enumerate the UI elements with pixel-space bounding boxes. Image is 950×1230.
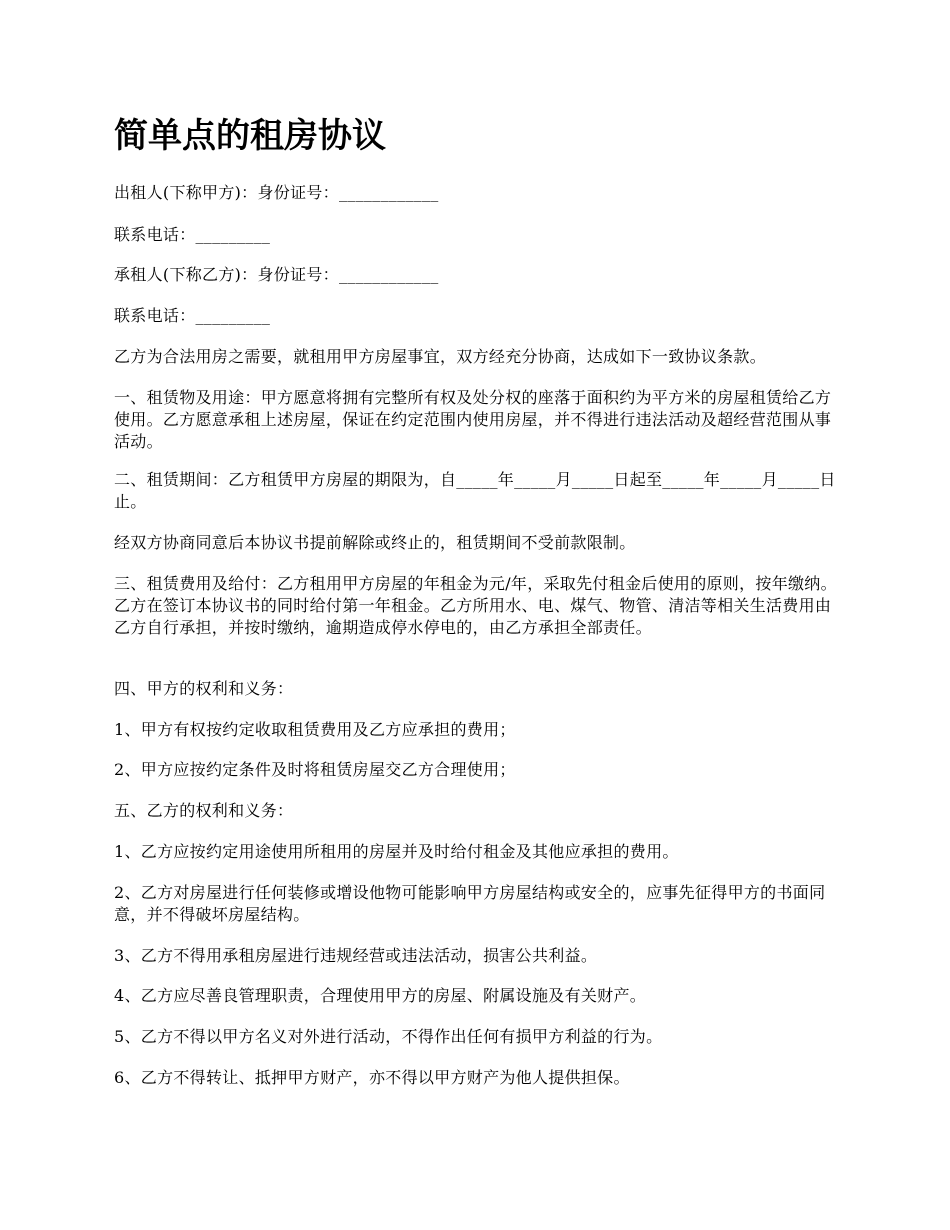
- section-4-item-2: 2、甲方应按约定条件及时将租赁房屋交乙方合理使用；: [114, 760, 516, 779]
- preamble-paragraph: 乙方为合法用房之需要，就租用甲方房屋事宜，双方经充分协商，达成如下一致协议条款。: [114, 347, 767, 366]
- lessor-phone-line: 联系电话：_________: [114, 225, 271, 244]
- lessee-phone-line: 联系电话：_________: [114, 306, 271, 325]
- lessor-id-line: 出租人(下称甲方)：身份证号：____________: [114, 183, 439, 202]
- lessee-id-line: 承租人(下称乙方)：身份证号：____________: [114, 265, 439, 284]
- clause-2-paragraph: 二、租赁期间：乙方租赁甲方房屋的期限为，自_____年_____月_____日起至_____年_____月_____日止。: [114, 470, 836, 511]
- section-5-item-6: 6、乙方不得转让、抵押甲方财产，亦不得以甲方财产为他人提供担保。: [114, 1068, 630, 1087]
- clause-3-paragraph: 三、租赁费用及给付：乙方租用甲方房屋的年租金为元/年，采取先付租金后使用的原则，按年缴纳。乙方在签订本协议书的同时给付第一年租金。乙方所用水、电、煤气、物管、清洁等相关生活费用由乙方自行承担，并按时缴纳，逾期造成停水停电的，由乙方承担全部责任。: [114, 574, 837, 637]
- section-4-heading: 四、甲方的权利和义务：: [114, 679, 294, 698]
- section-5-item-2: 2、乙方对房屋进行任何装修或增设他物可能影响甲方房屋结构或安全的，应事先征得甲方的书面同意，并不得破坏房屋结构。: [114, 883, 826, 924]
- document-title: 简单点的租房协议: [114, 116, 386, 156]
- section-4-item-1: 1、甲方有权按约定收取租赁费用及乙方应承担的费用；: [114, 720, 516, 739]
- section-5-item-5: 5、乙方不得以甲方名义对外进行活动，不得作出任何有损甲方利益的行为。: [114, 1027, 663, 1046]
- section-5-heading: 五、乙方的权利和义务：: [114, 801, 294, 820]
- section-5-item-1: 1、乙方应按约定用途使用所租用的房屋并及时给付租金及其他应承担的费用。: [114, 842, 679, 861]
- clause-1-paragraph: 一、租赁物及用途：甲方愿意将拥有完整所有权及处分权的座落于面积约为平方米的房屋租赁给乙方使用。乙方愿意承租上述房屋，保证在约定范围内使用房屋，并不得进行违法活动及超经营范围从事活动。: [114, 388, 832, 451]
- section-5-item-4: 4、乙方应尽善良管理职责，合理使用甲方的房屋、附属设施及有关财产。: [114, 986, 647, 1005]
- section-5-item-3: 3、乙方不得用承租房屋进行违规经营或违法活动，损害公共利益。: [114, 946, 598, 965]
- clause-2-note-paragraph: 经双方协商同意后本协议书提前解除或终止的，租赁期间不受前款限制。: [114, 533, 636, 552]
